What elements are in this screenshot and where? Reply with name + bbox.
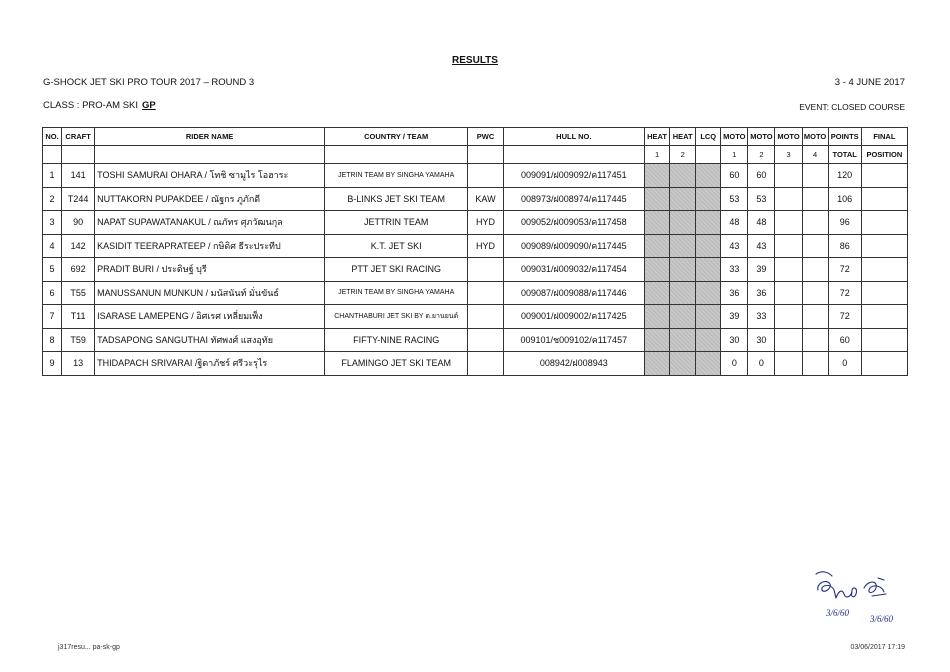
col-moto-1: MOTO [721,128,748,146]
cell-total: 120 [828,164,861,188]
sub-no [43,146,62,164]
cell-moto-2: 36 [748,281,775,305]
cell-moto-2: 0 [748,352,775,376]
cell-craft: 13 [62,352,95,376]
cell-moto-3 [775,211,802,235]
sub-lcq [696,146,721,164]
cell-moto-2: 33 [748,305,775,329]
cell-lcq [696,164,721,188]
event-type: EVENT: CLOSED COURSE [799,102,905,112]
cell-hull: 009101/ช009102/ค117457 [503,328,644,352]
cell-heat-2 [670,211,696,235]
cell-moto-3 [775,258,802,282]
cell-moto-3 [775,187,802,211]
col-final: FINAL [861,128,907,146]
sub-team [324,146,467,164]
cell-lcq [696,187,721,211]
svg-text:3/6/60: 3/6/60 [870,614,894,624]
cell-lcq [696,211,721,235]
cell-moto-1: 39 [721,305,748,329]
cell-total: 60 [828,328,861,352]
cell-moto-1: 36 [721,281,748,305]
cell-rider: ISARASE LAMEPENG / อิศเรศ เหลี่ยมเพ็ง [95,305,325,329]
cell-moto-2: 39 [748,258,775,282]
sub-moto-2: 2 [748,146,775,164]
col-hull: HULL NO. [503,128,644,146]
cell-total: 106 [828,187,861,211]
signature-image [812,566,912,628]
cell-no: 8 [43,328,62,352]
cell-moto-4 [802,281,828,305]
cell-final [861,281,907,305]
cell-no: 9 [43,352,62,376]
col-no: NO. [43,128,62,146]
cell-hull: 009087/ฝ009088/ค117446 [503,281,644,305]
cell-no: 5 [43,258,62,282]
cell-lcq [696,234,721,258]
cell-moto-4 [802,211,828,235]
class-label: CLASS : PRO-AM SKI [43,100,139,111]
cell-hull: 009091/ฝ009092/ค117451 [503,164,644,188]
sub-hull [503,146,644,164]
cell-heat-1 [645,281,670,305]
cell-craft: T11 [62,305,95,329]
cell-rider: KASIDIT TEERAPRATEEP / กษิดิศ ธีระประทีป [95,234,325,258]
col-team: COUNTRY / TEAM [324,128,467,146]
col-rider: RIDER NAME [95,128,325,146]
cell-lcq [696,258,721,282]
col-lcq: LCQ [696,128,721,146]
sub-position: POSITION [861,146,907,164]
table-row [43,234,908,258]
cell-final [861,187,907,211]
cell-total: 96 [828,211,861,235]
cell-heat-2 [670,305,696,329]
table-row [43,164,908,188]
cell-moto-3 [775,305,802,329]
cell-hull: 009001/ฝ009002/ค117425 [503,305,644,329]
cell-final [861,234,907,258]
results-body [43,164,908,376]
sub-total: TOTAL [828,146,861,164]
cell-hull: 008973/ฝ008974/ค117445 [503,187,644,211]
cell-team: K.T. JET SKI [324,234,467,258]
cell-rider: NUTTAKORN PUPAKDEE / ณัฐกร ภูภักดี [95,187,325,211]
col-moto-3: MOTO [775,128,802,146]
cell-hull: 009052/ฝ009053/ค117458 [503,211,644,235]
cell-heat-1 [645,187,670,211]
cell-team: PTT JET SKI RACING [324,258,467,282]
cell-moto-4 [802,258,828,282]
cell-heat-2 [670,234,696,258]
cell-moto-4 [802,328,828,352]
sub-moto-3: 3 [775,146,802,164]
cell-team: CHANTHABURI JET SKI BY ต.ยานยนต์ [324,305,467,329]
table-row [43,187,908,211]
cell-moto-2: 30 [748,328,775,352]
header-row-1 [43,128,908,146]
cell-pwc [468,352,503,376]
cell-moto-3 [775,164,802,188]
cell-moto-4 [802,164,828,188]
col-moto-4: MOTO [802,128,828,146]
class-line [43,100,156,111]
sub-pwc [468,146,503,164]
sub-moto-1: 1 [721,146,748,164]
cell-craft: 141 [62,164,95,188]
cell-pwc [468,328,503,352]
cell-heat-1 [645,234,670,258]
cell-hull: 008942/ฝ008943 [503,352,644,376]
cell-total: 72 [828,305,861,329]
cell-lcq [696,281,721,305]
cell-moto-4 [802,187,828,211]
cell-rider: TADSAPONG SANGUTHAI ทัศพงศ์ แสงอุทัย [95,328,325,352]
cell-team: JETRIN TEAM BY SINGHA YAMAHA [324,164,467,188]
cell-rider: MANUSSANUN MUNKUN / มนัสนันท์ มั่นขันธ์ [95,281,325,305]
cell-pwc [468,164,503,188]
table-row [43,258,908,282]
sub-craft [62,146,95,164]
cell-heat-1 [645,305,670,329]
footer-timestamp: 03/06/2017 17:19 [850,644,905,651]
cell-hull: 009031/ฝ009032/ค117454 [503,258,644,282]
event-date: 3 - 4 JUNE 2017 [834,77,905,88]
cell-craft: T59 [62,328,95,352]
cell-moto-3 [775,328,802,352]
cell-moto-1: 53 [721,187,748,211]
table-row [43,281,908,305]
cell-lcq [696,352,721,376]
col-moto-2: MOTO [748,128,775,146]
results-table [42,127,908,376]
cell-total: 72 [828,281,861,305]
cell-moto-1: 30 [721,328,748,352]
cell-team: FIFTY-NINE RACING [324,328,467,352]
class-code: GP [142,100,156,111]
cell-pwc [468,281,503,305]
cell-no: 3 [43,211,62,235]
cell-team: B-LINKS JET SKI TEAM [324,187,467,211]
cell-moto-4 [802,234,828,258]
cell-final [861,258,907,282]
cell-moto-4 [802,352,828,376]
sub-moto-4: 4 [802,146,828,164]
event-name: G-SHOCK JET SKI PRO TOUR 2017 – ROUND 3 [43,77,255,88]
cell-moto-3 [775,234,802,258]
header-row-2 [43,146,908,164]
table-row [43,352,908,376]
cell-total: 86 [828,234,861,258]
cell-moto-3 [775,352,802,376]
cell-final [861,164,907,188]
table-row [43,211,908,235]
cell-pwc: KAW [468,187,503,211]
cell-pwc [468,305,503,329]
cell-lcq [696,328,721,352]
cell-pwc [468,258,503,282]
cell-moto-2: 43 [748,234,775,258]
cell-no: 4 [43,234,62,258]
cell-heat-2 [670,281,696,305]
cell-moto-1: 48 [721,211,748,235]
cell-no: 6 [43,281,62,305]
cell-final [861,305,907,329]
cell-heat-2 [670,164,696,188]
table-row [43,328,908,352]
col-heat-2: HEAT [670,128,696,146]
cell-no: 2 [43,187,62,211]
col-points: POINTS [828,128,861,146]
cell-moto-4 [802,305,828,329]
cell-moto-1: 60 [721,164,748,188]
cell-final [861,352,907,376]
cell-moto-2: 60 [748,164,775,188]
cell-no: 1 [43,164,62,188]
cell-moto-1: 43 [721,234,748,258]
cell-craft: T244 [62,187,95,211]
cell-craft: T55 [62,281,95,305]
cell-team: JETTRIN TEAM [324,211,467,235]
cell-final [861,211,907,235]
sub-rider [95,146,325,164]
cell-moto-2: 53 [748,187,775,211]
col-heat-1: HEAT [645,128,670,146]
cell-hull: 009089/ฝ009090/ค117445 [503,234,644,258]
cell-moto-3 [775,281,802,305]
cell-pwc: HYD [468,211,503,235]
page-title: RESULTS [452,55,498,66]
cell-rider: NAPAT SUPAWATANAKUL / ณภัทร ศุภวัฒนกุล [95,211,325,235]
cell-craft: 142 [62,234,95,258]
cell-heat-1 [645,328,670,352]
cell-team: FLAMINGO JET SKI TEAM [324,352,467,376]
col-pwc: PWC [468,128,503,146]
cell-final [861,328,907,352]
cell-lcq [696,305,721,329]
cell-rider: PRADIT BURI / ประดิษฐ์ บุรี [95,258,325,282]
cell-heat-2 [670,328,696,352]
cell-team: JETRIN TEAM BY SINGHA YAMAHA [324,281,467,305]
cell-heat-1 [645,211,670,235]
cell-rider: TOSHI SAMURAI OHARA / โทชิ ซามูไร โอฮาระ [95,164,325,188]
sub-heat-1: 1 [645,146,670,164]
table-row [43,305,908,329]
svg-text:3/6/60: 3/6/60 [826,608,850,618]
cell-craft: 692 [62,258,95,282]
cell-total: 72 [828,258,861,282]
cell-heat-1 [645,352,670,376]
cell-heat-2 [670,187,696,211]
cell-total: 0 [828,352,861,376]
cell-heat-2 [670,352,696,376]
cell-heat-2 [670,258,696,282]
footer-file-ref: j317resu... pa-sk-gp [58,644,120,651]
cell-rider: THIDAPACH SRIVARAI /ฐิดาภัชร์ ศรีวะรุไร [95,352,325,376]
cell-moto-1: 0 [721,352,748,376]
cell-craft: 90 [62,211,95,235]
cell-no: 7 [43,305,62,329]
cell-moto-1: 33 [721,258,748,282]
sub-heat-2: 2 [670,146,696,164]
cell-heat-1 [645,258,670,282]
cell-moto-2: 48 [748,211,775,235]
cell-heat-1 [645,164,670,188]
col-craft: CRAFT [62,128,95,146]
cell-pwc: HYD [468,234,503,258]
